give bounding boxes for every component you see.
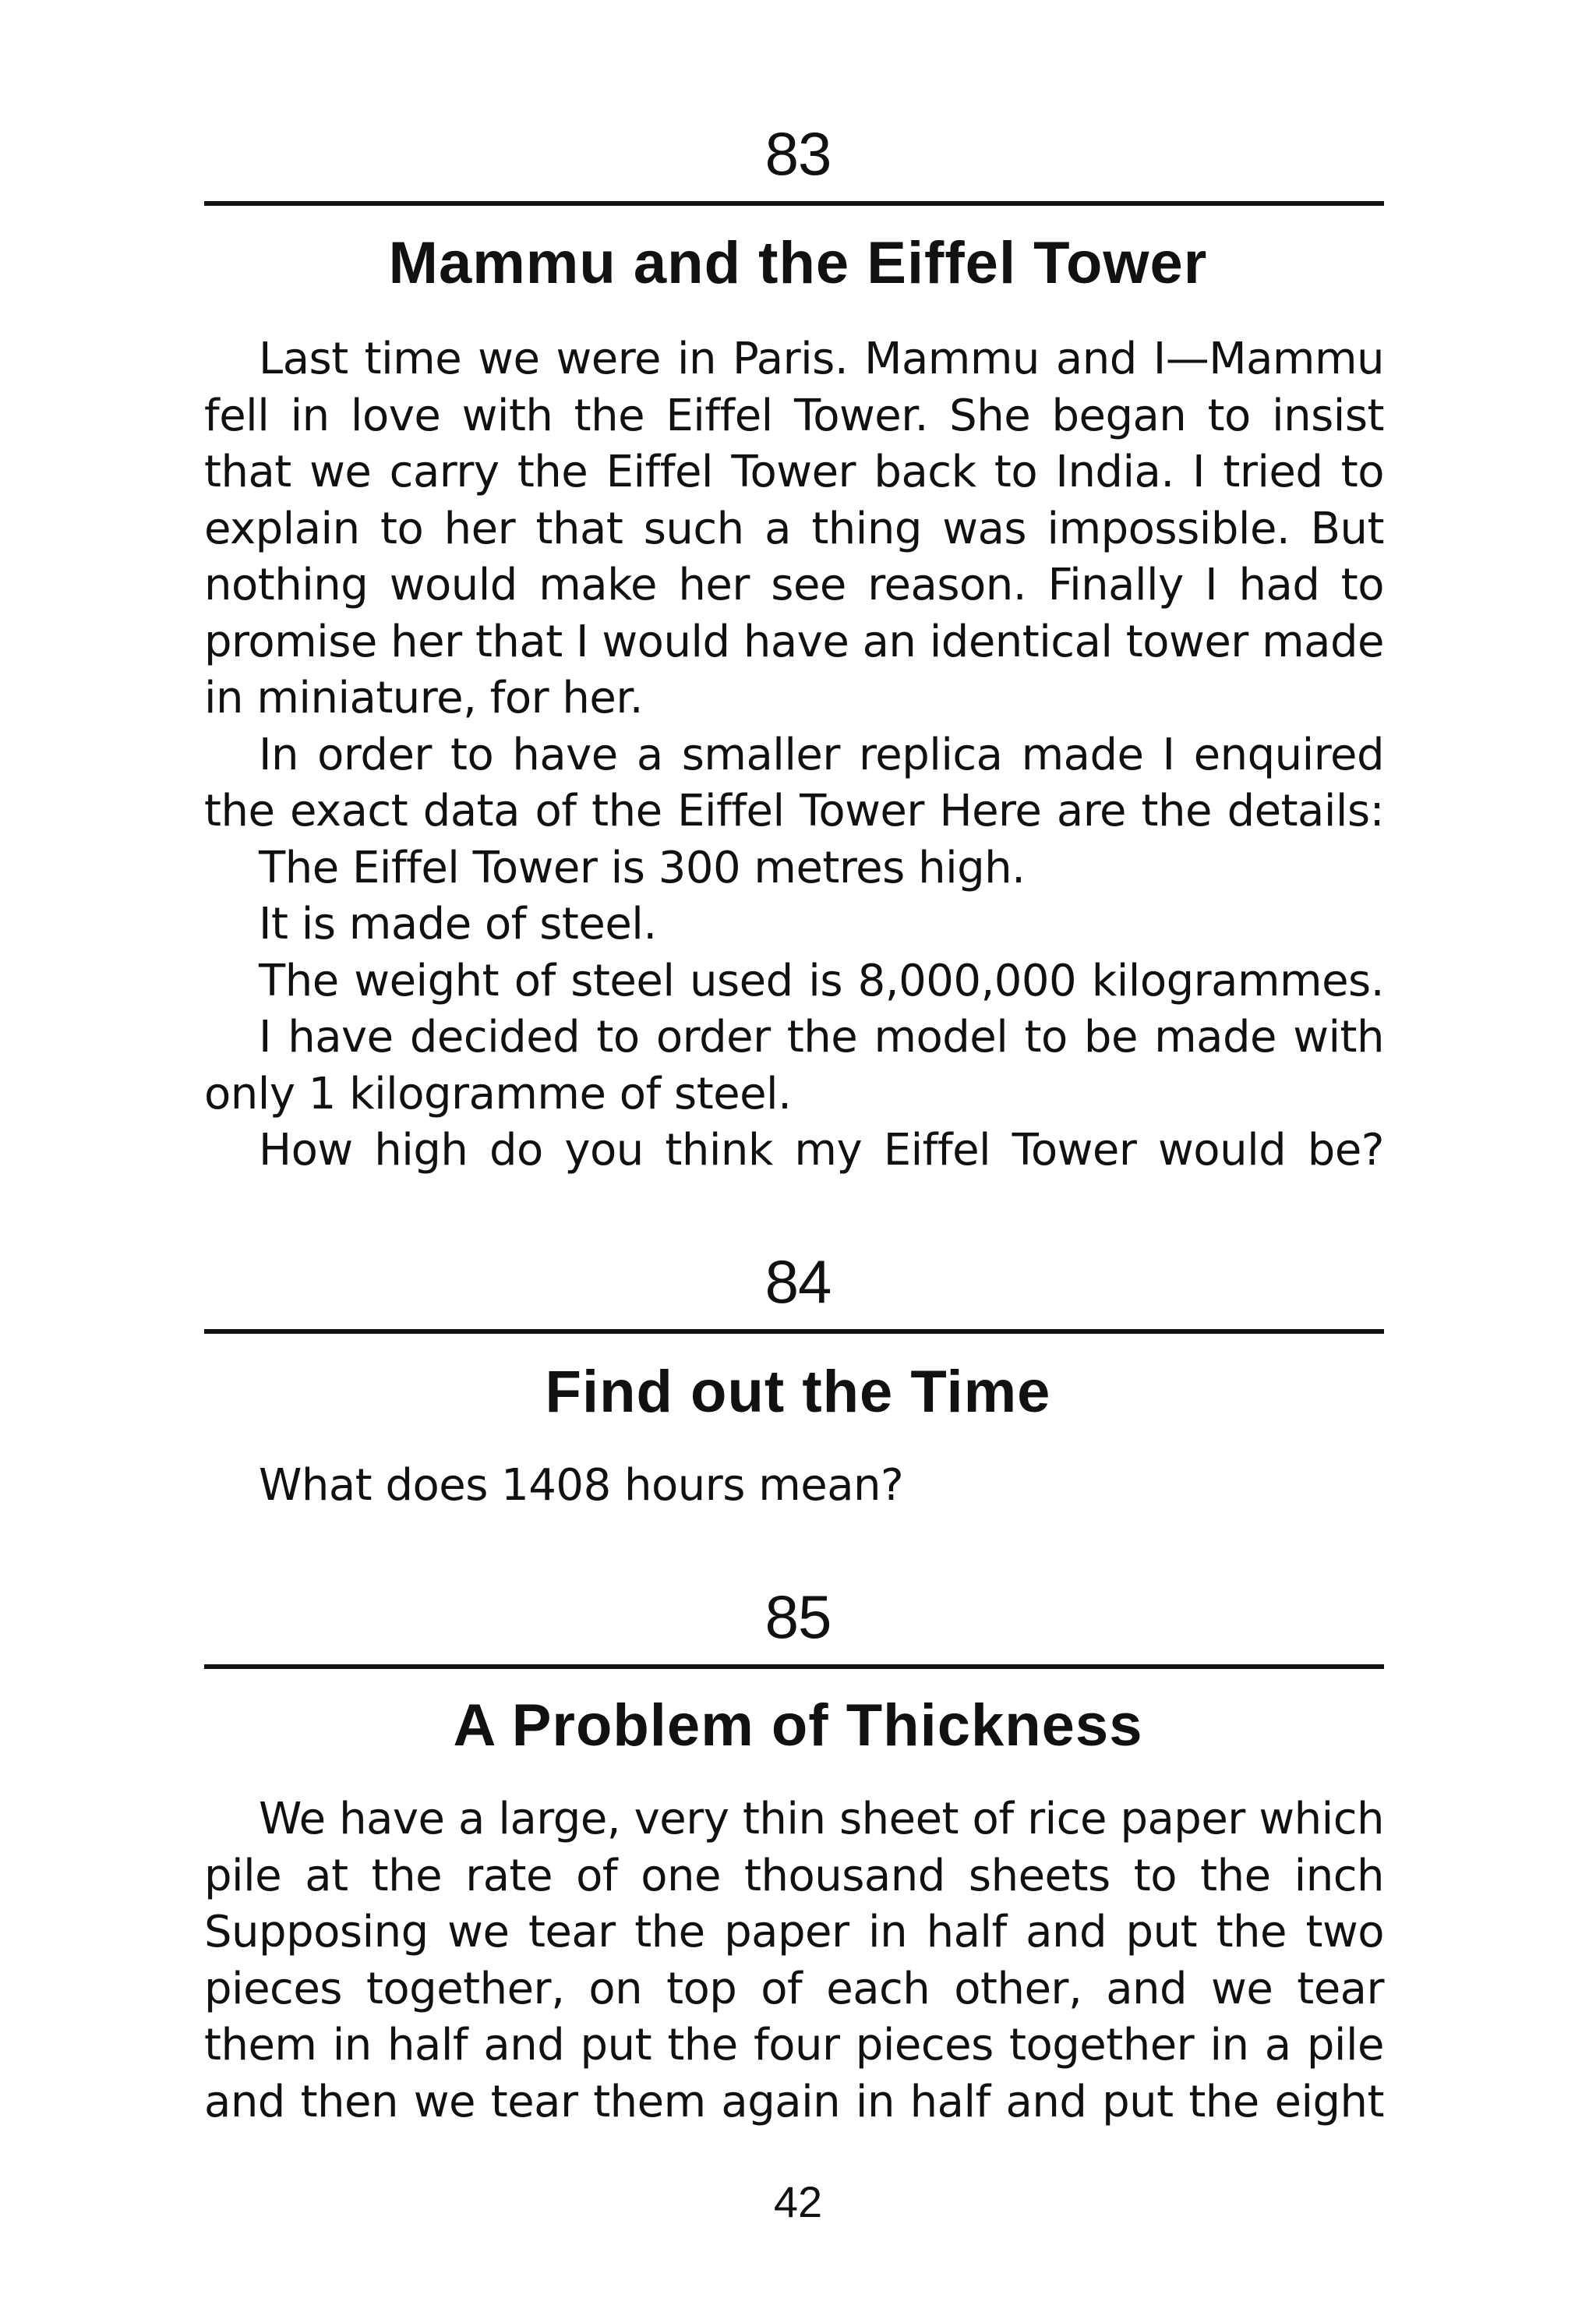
puzzle-83-line-5: nothing would make her see reason. Finally I had to: [204, 560, 1384, 610]
puzzle-83-line-4: explain to her that such a thing was impossible. But: [204, 503, 1384, 554]
page-number: 42: [773, 2177, 823, 2226]
puzzle-83-number: 83: [764, 119, 832, 188]
puzzle-85-line-2: pile at the rate of one thousand sheets to the inch: [204, 1850, 1384, 1901]
puzzle-83-line-12: The weight of steel used is 8,000,000 kilogrammes.: [259, 955, 1384, 1006]
puzzle-83-rule: [204, 201, 1384, 206]
puzzle-83-line-14: only 1 kilogramme of steel.: [204, 1068, 792, 1119]
puzzle-85-body: [204, 1791, 1384, 2130]
puzzle-85-rule: [204, 1664, 1384, 1669]
puzzle-83-title: Mammu and the Eiffel Tower: [388, 230, 1208, 296]
puzzle-84-rule: [204, 1329, 1384, 1334]
puzzle-83-line-6: promise her that I would have an identical tower made: [204, 616, 1384, 667]
puzzle-85-line-3: Supposing we tear the paper in half and put the two: [204, 1907, 1384, 1957]
puzzle-83-line-1: Last time we were in Paris. Mammu and I—Mammu: [259, 334, 1384, 384]
puzzle-83-line-3: that we carry the Eiffel Tower back to India. I tried to: [204, 447, 1384, 497]
puzzle-85-line-5: them in half and put the four pieces together in a pile: [204, 2020, 1384, 2070]
puzzle-83-body: [204, 331, 1384, 1179]
puzzle-83-line-2: fell in love with the Eiffel Tower. She began to insist: [204, 390, 1384, 441]
puzzle-85-number: 85: [764, 1582, 832, 1651]
puzzle-83-line-8: In order to have a smaller replica made I enquired: [259, 729, 1384, 780]
puzzle-83-line-11: It is made of steel.: [259, 899, 657, 949]
puzzle-84-number: 84: [764, 1247, 832, 1316]
puzzle-85-line-6: and then we tear them again in half and put the eight: [204, 2076, 1384, 2127]
puzzle-83-line-15: How high do you think my Eiffel Tower would be?: [259, 1125, 1384, 1176]
puzzle-84-line-1: What does 1408 hours mean?: [259, 1460, 904, 1511]
puzzle-84-title: Find out the Time: [545, 1359, 1051, 1425]
puzzle-83-line-9: the exact data of the Eiffel Tower Here are the details:: [204, 786, 1384, 836]
puzzle-85-line-4: pieces together, on top of each other, and we tear: [204, 1963, 1384, 2014]
puzzle-85-line-1: We have a large, very thin sheet of rice paper which: [259, 1794, 1384, 1844]
puzzle-85-title: A Problem of Thickness: [453, 1692, 1143, 1759]
puzzle-84-body: [204, 1458, 1384, 1515]
puzzle-83-line-7: in miniature, for her.: [204, 673, 644, 723]
puzzle-83-line-10: The Eiffel Tower is 300 metres high.: [259, 842, 1026, 893]
puzzle-83-line-13: I have decided to order the model to be made with: [259, 1012, 1384, 1062]
